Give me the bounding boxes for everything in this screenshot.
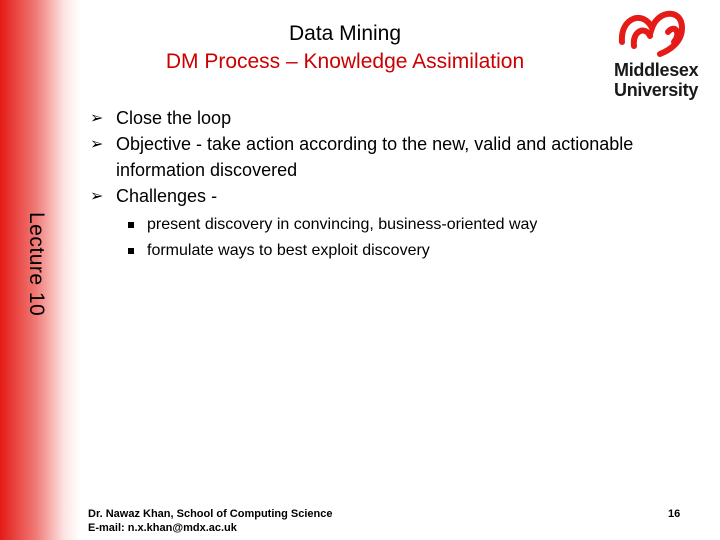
title-block <box>100 20 590 76</box>
list-item <box>126 238 646 264</box>
footer-email: E-mail: n.x.khan@mdx.ac.uk <box>88 522 237 534</box>
main-bullet-list <box>90 105 650 209</box>
university-name <box>614 60 714 100</box>
list-item <box>90 105 650 131</box>
page-number: 16 <box>668 508 681 520</box>
arrow-bullet-icon: ➢ <box>90 134 104 153</box>
arrow-bullet-icon: ➢ <box>90 186 104 205</box>
square-bullet-icon <box>128 248 134 254</box>
slide-title: Data Mining <box>288 22 402 45</box>
list-item <box>90 131 650 183</box>
footer-author: Dr. Nawaz Khan, School of Computing Science <box>88 508 333 520</box>
sub-bullet-list <box>126 212 646 264</box>
list-item <box>126 212 646 238</box>
bullet-text: Close the loop <box>116 108 232 128</box>
sub-bullet-text: formulate ways to best exploit discovery <box>147 242 430 259</box>
logo-line-1: Middlesex <box>614 60 699 80</box>
bullet-text: Challenges - <box>116 186 218 206</box>
slide-subtitle: DM Process – Knowledge Assimilation <box>165 50 525 73</box>
bullet-text: Objective - take action according to the new, valid and actionable information discovered <box>116 134 634 180</box>
footer <box>88 507 332 535</box>
list-item <box>90 183 650 209</box>
sub-bullet-text: present discovery in convincing, business-oriented way <box>147 216 538 233</box>
arrow-bullet-icon: ➢ <box>90 108 104 127</box>
square-bullet-icon <box>128 222 134 228</box>
lecture-label: Lecture 10 <box>25 212 48 317</box>
logo-line-2: University <box>614 80 699 100</box>
